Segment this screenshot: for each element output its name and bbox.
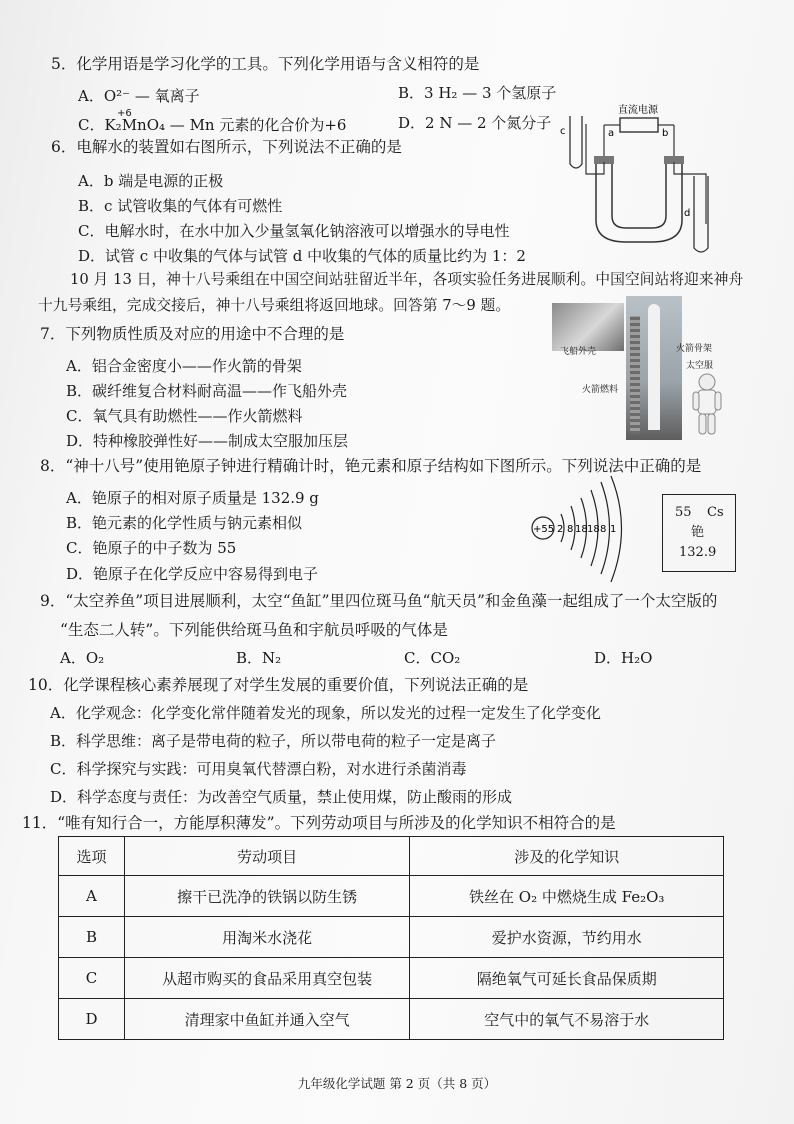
q5-stem: 5．化学用语是学习化学的工具。下列化学用语与含义相符的是 xyxy=(51,55,480,73)
tube-left xyxy=(586,124,604,174)
space-suit-label: 太空服 xyxy=(686,361,714,371)
q7-option-b: B．碳纤维复合材料耐高温——作飞船外壳 xyxy=(66,382,348,400)
row-c-option: C xyxy=(59,958,125,999)
header-chem-knowledge: 涉及的化学知识 xyxy=(410,837,724,876)
q7-option-c: C．氧气具有助燃性——作火箭燃料 xyxy=(66,407,303,425)
shell-electrons-2: 8 xyxy=(567,524,574,535)
q8-option-b: B．铯元素的化学性质与钠元素相似 xyxy=(66,514,303,532)
terminal-a-label: a xyxy=(608,128,615,139)
q6-stem: 6．电解水的装置如右图所示，下列说法不正确的是 xyxy=(51,138,402,156)
terminal-b-label: b xyxy=(662,128,669,139)
electrolysis-apparatus-figure xyxy=(556,102,736,260)
test-tube-c xyxy=(570,116,582,168)
row-a-labor: 擦干已洗净的铁锅以防生锈 xyxy=(124,876,410,917)
power-supply-label: 直流电源 xyxy=(618,105,658,116)
row-b-knowledge: 爱护水资源，节约用水 xyxy=(410,917,724,958)
q7-option-d: D．特种橡胶弹性好——制成太空服加压层 xyxy=(66,432,349,450)
page-footer: 九年级化学试题 第 2 页（共 8 页） xyxy=(297,1076,497,1091)
q9-option-a: A．O₂ xyxy=(60,649,105,667)
row-a-knowledge: 铁丝在 O₂ 中燃烧生成 Fe₂O₃ xyxy=(410,876,724,917)
q8-stem: 8．“神十八号”使用铯原子钟进行精确计时，铯元素和原子结构如下图所示。下列说法中正确的是 xyxy=(40,457,702,475)
u-tube-inner xyxy=(612,162,666,228)
q10-option-d: D．科学态度与责任：为改善空气质量，禁止使用煤，防止酸雨的形成 xyxy=(50,788,513,806)
passage-line-2: 十九号乘组，完成交接后，神十八号乘组将返回地球。回答第 7～9 题。 xyxy=(38,297,511,314)
q6-option-b: B．c 试管收集的气体有可燃性 xyxy=(78,197,283,215)
q6-option-d: D．试管 c 中收集的气体与试管 d 中收集的气体的质量比约为 1：2 xyxy=(78,247,526,265)
q5-option-c: C．K₂MnO₄ — Mn 元素的化合价为+6 xyxy=(78,116,347,134)
rocket-fuel-label: 火箭燃料 xyxy=(582,385,619,395)
nucleus-charge: +55 xyxy=(533,524,555,535)
q5-option-b: B．3 H₂ — 3 个氢原子 xyxy=(398,84,557,102)
q9-option-c: C．CO₂ xyxy=(404,649,461,667)
passage-line-1: 10 月 13 日，神十八号乘组在中国空间站驻留近半年，各项实验任务进展顺利。中国空间站将迎来神舟 xyxy=(70,271,744,288)
q5-valence-mark: +6 xyxy=(117,108,132,119)
shell-electrons-4: 18 xyxy=(587,524,600,535)
power-supply-box xyxy=(620,118,658,132)
spacecraft-shell-label: 飞船外壳 xyxy=(560,347,597,357)
q8-option-d: D．铯原子在化学反应中容易得到电子 xyxy=(66,565,319,583)
q5-option-d: D．2 N — 2 个氮分子 xyxy=(398,114,552,132)
header-labor-item: 劳动项目 xyxy=(124,837,410,876)
shell-electrons-6: 1 xyxy=(610,524,617,535)
table-row xyxy=(59,958,724,999)
q8-option-a: A．铯原子的相对原子质量是 132.9 g xyxy=(66,489,319,507)
q10-option-c: C．科学探究与实践：可用臭氧代替漂白粉，对水进行杀菌消毒 xyxy=(50,760,467,778)
tube-d-label: d xyxy=(684,208,691,219)
q5-option-a: A．O²⁻ — 氧离子 xyxy=(78,87,200,105)
shell-electrons-5: 8 xyxy=(600,524,607,535)
table-row xyxy=(59,917,724,958)
table-row xyxy=(59,876,724,917)
row-c-knowledge: 隔绝氧气可延长食品保质期 xyxy=(410,958,724,999)
q7-option-a: A．铝合金密度小——作火箭的骨架 xyxy=(66,357,302,375)
table-row xyxy=(59,999,724,1040)
cesium-element-cell xyxy=(662,494,736,572)
row-d-knowledge: 空气中的氧气不易溶于水 xyxy=(410,999,724,1040)
table-header-row xyxy=(59,837,724,876)
row-d-labor: 清理家中鱼缸并通入空气 xyxy=(124,999,410,1040)
element-atomic-mass: 132.9 xyxy=(679,545,717,560)
q9-option-b: B．N₂ xyxy=(236,649,282,667)
shell-electrons-1: 2 xyxy=(557,524,564,535)
row-b-option: B xyxy=(59,917,125,958)
header-option: 选项 xyxy=(59,837,125,876)
q7-stem: 7．下列物质性质及对应的用途中不合理的是 xyxy=(40,325,345,343)
q10-option-a: A．化学观念：化学变化常伴随着发光的现象，所以发光的过程一定发生了化学变化 xyxy=(50,704,601,722)
row-b-labor: 用淘米水浇花 xyxy=(124,917,410,958)
u-tube xyxy=(596,158,682,242)
row-a-option: A xyxy=(59,876,125,917)
element-symbol: Cs xyxy=(707,505,724,520)
element-atomic-number: 55 xyxy=(675,505,692,520)
q11-table xyxy=(58,836,724,1040)
q6-option-a: A．b 端是电源的正极 xyxy=(78,172,224,190)
launch-tower xyxy=(630,316,640,434)
row-c-labor: 从超市购买的食品采用真空包装 xyxy=(124,958,410,999)
q9-stem-line-2: “生态二人转”。下列能供给斑马鱼和宇航员呼吸的气体是 xyxy=(60,621,448,639)
element-name: 铯 xyxy=(691,525,705,540)
cesium-atom-structure-diagram xyxy=(528,474,640,588)
rocket-body xyxy=(648,304,660,430)
rocket-photo xyxy=(626,296,682,440)
q9-stem-line-1: 9．“太空养鱼”项目进展顺利，太空“鱼缸”里四位斑马鱼“航天员”和金鱼藻一起组成了一个太空版的 xyxy=(40,592,718,610)
tube-c-label: c xyxy=(560,126,566,137)
row-d-option: D xyxy=(59,999,125,1040)
q10-option-b: B．科学思维：离子是带电荷的粒子，所以带电荷的粒子一定是离子 xyxy=(50,732,497,750)
q6-option-c: C．电解水时，在水中加入少量氢氧化钠溶液可以增强水的导电性 xyxy=(78,222,510,240)
q10-stem: 10．化学课程核心素养展现了对学生发展的重要价值，下列说法正确的是 xyxy=(28,676,529,694)
q9-option-d: D．H₂O xyxy=(594,649,653,667)
rocket-frame-label: 火箭骨架 xyxy=(676,344,713,354)
q8-option-c: C．铯原子的中子数为 55 xyxy=(66,539,237,557)
q11-stem: 11．“唯有知行合一，方能厚积薄发”。下列劳动项目与所涉及的化学知识不相符合的是 xyxy=(22,814,616,832)
shell-electrons-3: 18 xyxy=(575,524,588,535)
astronaut-icon xyxy=(690,372,724,436)
